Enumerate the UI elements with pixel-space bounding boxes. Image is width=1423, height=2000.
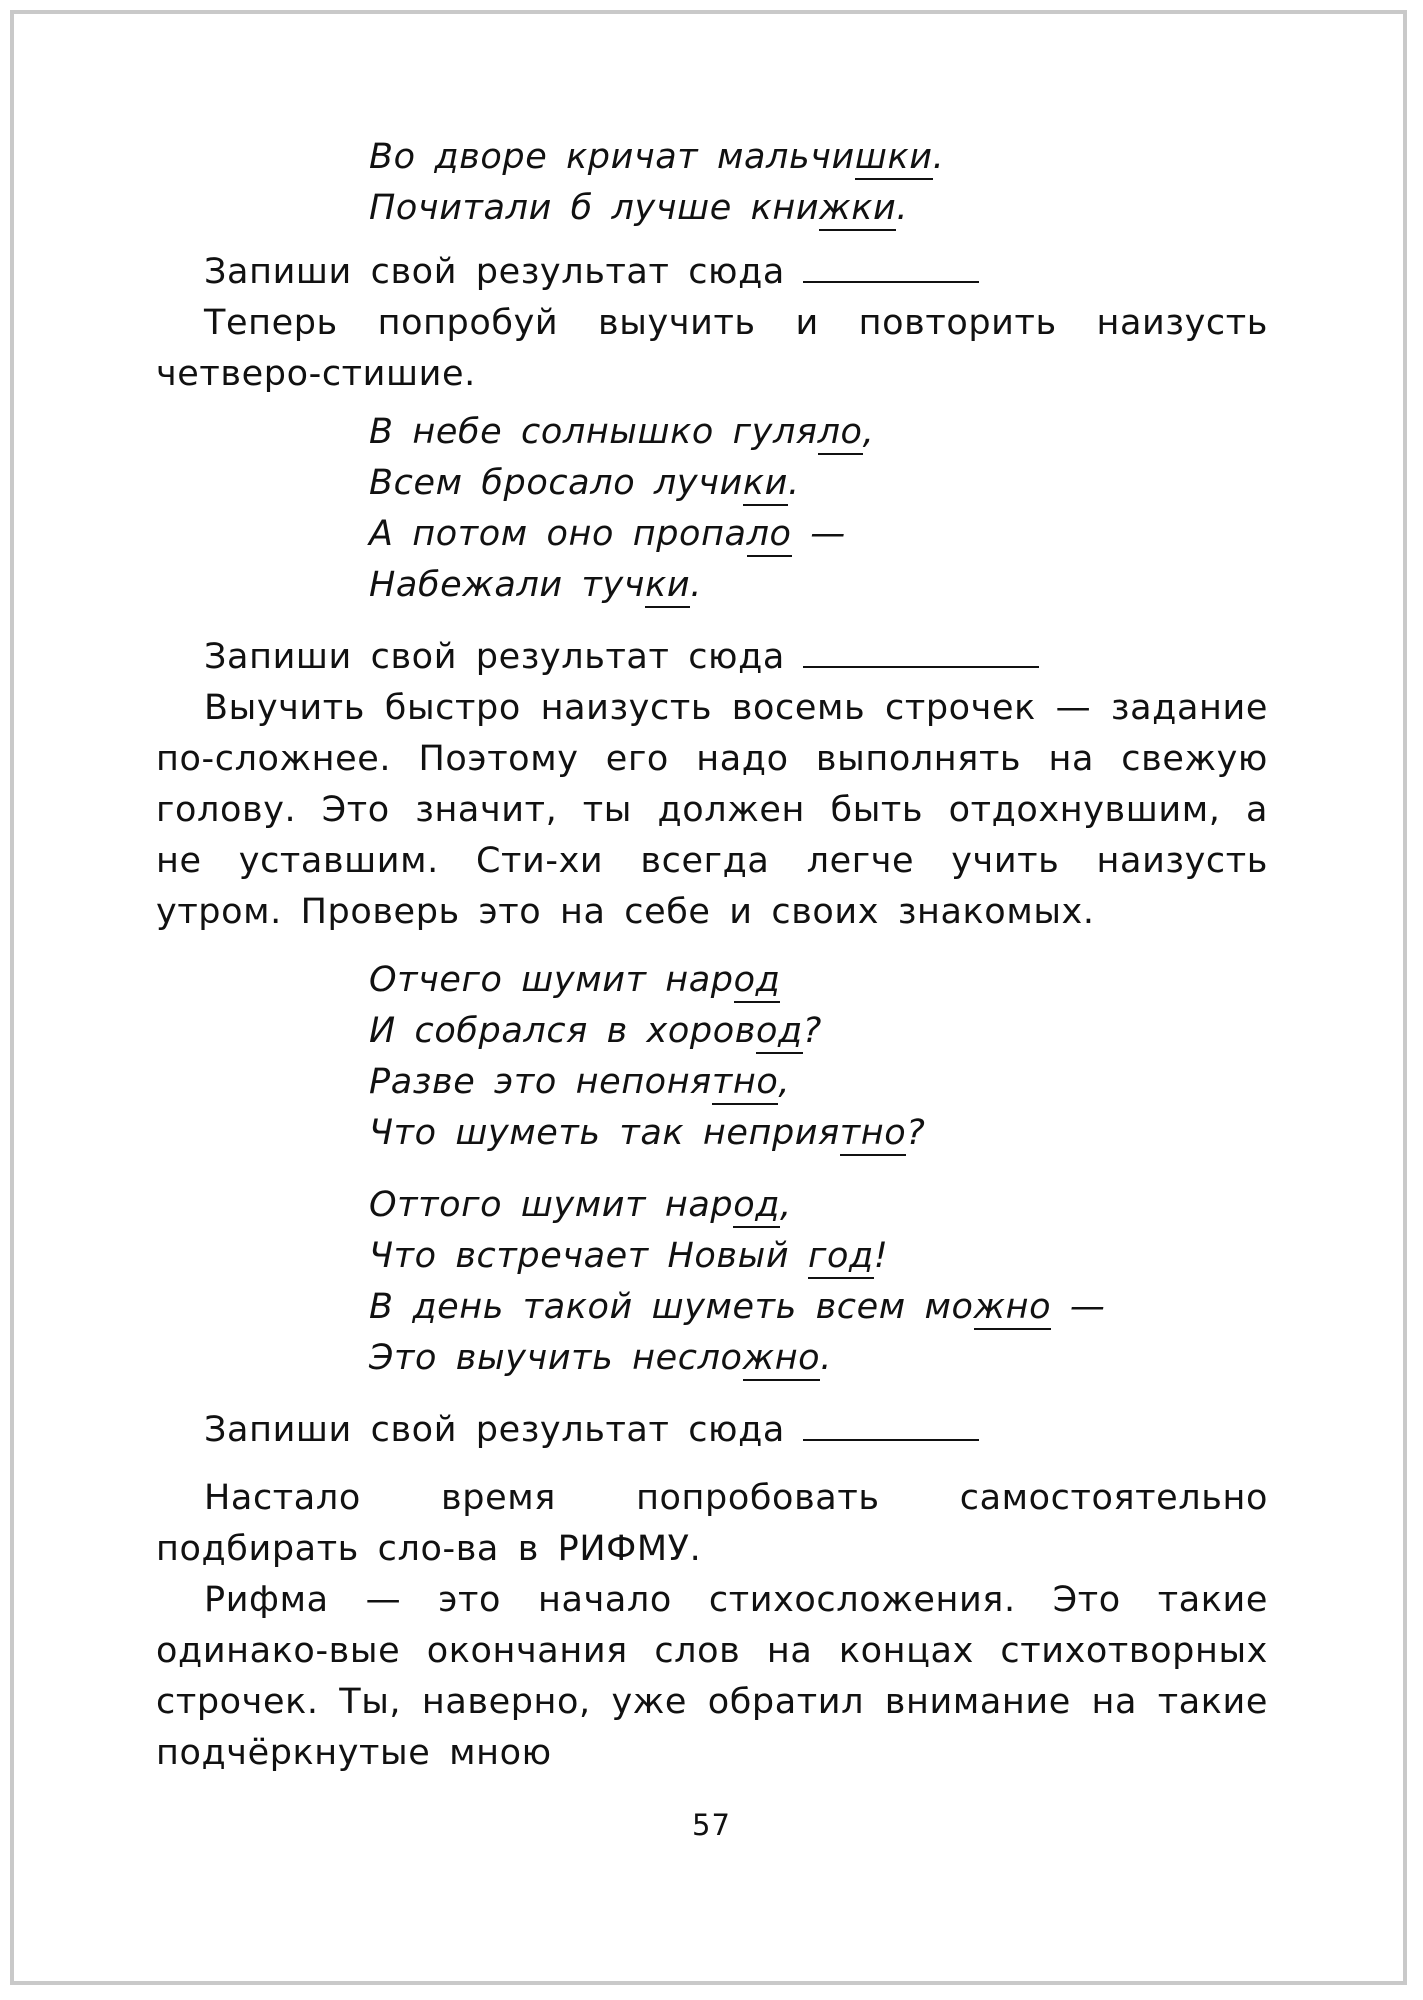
- poem-line: Почитали б лучше книжки.: [369, 183, 944, 234]
- poem-line: Всем бросало лучики.: [369, 458, 874, 509]
- paragraph-rhyme-definition: Рифма — это начало стихосложения. Это такие одинако-вые окончания слов на концах стихотворных строчек. Ты, наверно, уже обратил внимание на такие подчёркнутые мною: [156, 1580, 1268, 1773]
- rhyme-underline: ло: [818, 412, 863, 455]
- rhyme-underline: од: [733, 1185, 780, 1228]
- rhyme-underline: тно: [840, 1113, 907, 1156]
- record-result-line-1: Запиши свой результат сюда: [156, 247, 1268, 298]
- record-result-line-2: Запиши свой результат сюда: [156, 632, 1268, 683]
- rhyme-underline: шки: [855, 137, 933, 180]
- poem-line: И собрался в хоровод?: [369, 1006, 925, 1057]
- poem-stanza-2: [369, 407, 874, 611]
- rhyme-underline: од: [734, 960, 781, 1003]
- paragraph-try-learn: Теперь попробуй выучить и повторить наизусть четверо-стишие.: [156, 303, 1268, 394]
- rhyme-underline: ло: [747, 514, 792, 557]
- poem-line: Оттого шумит народ,: [369, 1180, 1106, 1231]
- rhyme-underline: ки: [743, 463, 788, 506]
- poem-line: А потом оно пропало —: [369, 509, 874, 560]
- poem-stanza-4: [369, 1180, 1106, 1384]
- rhyme-underline: жно: [974, 1287, 1052, 1330]
- result-blank[interactable]: [803, 1437, 979, 1441]
- record-result-line-3: Запиши свой результат сюда: [156, 1405, 1268, 1456]
- page-number: 57: [692, 1808, 731, 1842]
- result-blank[interactable]: [803, 279, 979, 283]
- rhyme-underline: од: [756, 1011, 803, 1054]
- poem-line: Разве это непонятно,: [369, 1057, 925, 1108]
- rhyme-underline: жки: [819, 188, 896, 231]
- paragraph-rhyme-time: Настало время попробовать самостоятельно подбирать сло-ва в РИФМУ.: [156, 1478, 1268, 1569]
- result-blank[interactable]: [803, 664, 1039, 668]
- rhyme-underline: тно: [712, 1062, 779, 1105]
- poem-line: Что встречает Новый год!: [369, 1231, 1106, 1282]
- poem-stanza-3: [369, 955, 925, 1159]
- poem-line: Отчего шумит народ: [369, 955, 925, 1006]
- rhyme-underline: жно: [743, 1338, 821, 1381]
- rhyme-underline: ки: [645, 565, 690, 608]
- poem-line: Набежали тучки.: [369, 560, 874, 611]
- paragraph-eight-lines: Выучить быстро наизусть восемь строчек — задание по-сложнее. Поэтому его надо выполнять на свежую голову. Это значит, ты должен быть отдохнувшим, а не уставшим. Сти-хи всегда легче учить наизусть утром. Проверь это на себе и своих знакомых.: [156, 688, 1268, 932]
- poem-line: В небе солнышко гуляло,: [369, 407, 874, 458]
- poem-stanza-1: [369, 132, 944, 234]
- rhyme-underline: год: [808, 1236, 874, 1279]
- poem-line: Во дворе кричат мальчишки.: [369, 132, 944, 183]
- poem-line: В день такой шуметь всем можно —: [369, 1282, 1106, 1333]
- poem-line: Что шуметь так неприятно?: [369, 1108, 925, 1159]
- poem-line: Это выучить несложно.: [369, 1333, 1106, 1384]
